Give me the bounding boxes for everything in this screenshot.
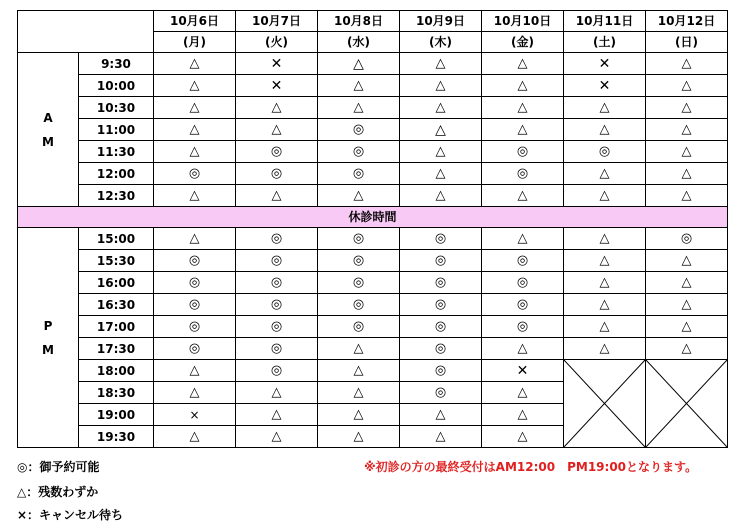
availability-cell[interactable] [154,382,236,404]
availability-mark: ◎ [434,275,447,290]
availability-cell[interactable] [236,250,318,272]
availability-mark: ◎ [516,297,529,312]
availability-cell[interactable] [236,53,318,75]
availability-cell[interactable] [318,228,400,250]
availability-cell[interactable] [400,250,482,272]
availability-cell[interactable] [646,294,728,316]
availability-mark: ◎ [188,341,201,356]
break-time-label: 休診時間 [18,207,728,228]
availability-cell[interactable] [154,53,236,75]
availability-cell[interactable] [482,250,564,272]
availability-mark: △ [353,385,364,400]
availability-mark: △ [681,122,692,137]
availability-mark: ◎ [516,166,529,181]
time-slot-row [18,272,728,294]
column-weekday: (金) [482,32,564,53]
availability-cell[interactable] [318,75,400,97]
availability-mark: ◎ [270,363,283,378]
closed-cross-icon [646,360,727,447]
time-slot-label: 19:30 [79,426,154,448]
time-slot-label: 9:30 [79,53,154,75]
availability-mark: △ [681,188,692,203]
period-letter: P [43,318,53,333]
availability-mark: △ [189,78,200,93]
availability-mark: △ [353,55,364,72]
availability-mark: ◎ [352,253,365,268]
availability-mark: △ [435,188,446,203]
availability-mark: ✕ [598,55,611,72]
availability-cell[interactable] [154,75,236,97]
availability-cell[interactable] [236,382,318,404]
availability-mark: △ [353,429,364,444]
availability-mark: △ [189,363,200,378]
availability-mark: △ [435,78,446,93]
availability-cell[interactable] [154,294,236,316]
time-slot-label: 11:00 [79,119,154,141]
time-slot-row [18,53,728,75]
availability-cell[interactable] [400,316,482,338]
availability-mark: ◎ [434,341,447,356]
time-slot-row [18,294,728,316]
availability-mark: ◎ [516,253,529,268]
availability-mark: ◎ [516,275,529,290]
availability-mark: △ [517,56,528,71]
availability-cell[interactable] [154,185,236,207]
availability-cell[interactable] [482,228,564,250]
availability-mark: △ [435,429,446,444]
availability-cell[interactable] [564,185,646,207]
availability-mark: △ [189,144,200,159]
availability-mark: ◎ [434,231,447,246]
time-slot-row [18,75,728,97]
availability-mark: △ [435,166,446,181]
time-slot-label: 19:00 [79,404,154,426]
availability-cell[interactable] [318,185,400,207]
availability-cell[interactable] [154,250,236,272]
availability-cell[interactable] [564,294,646,316]
availability-cell[interactable] [154,316,236,338]
time-slot-label: 12:00 [79,163,154,185]
availability-cell[interactable] [318,141,400,163]
availability-cell[interactable] [564,163,646,185]
availability-cell[interactable] [482,426,564,448]
availability-mark: △ [599,166,610,181]
availability-cell[interactable] [154,141,236,163]
availability-cell[interactable] [154,426,236,448]
availability-cell[interactable] [236,338,318,360]
availability-mark: ✕ [270,55,283,72]
availability-mark: ◎ [352,144,365,159]
time-slot-row [18,360,728,382]
availability-mark: △ [435,407,446,422]
availability-mark: △ [599,122,610,137]
availability-mark: △ [517,100,528,115]
availability-cell[interactable] [318,250,400,272]
availability-cell[interactable] [400,360,482,382]
availability-mark: ◎ [188,253,201,268]
availability-cell[interactable] [400,97,482,119]
availability-cell[interactable] [564,250,646,272]
availability-cell[interactable] [154,338,236,360]
availability-mark: ◎ [352,319,365,334]
availability-mark: △ [189,122,200,137]
availability-cell[interactable] [318,360,400,382]
time-slot-row [18,163,728,185]
column-weekday: (木) [400,32,482,53]
availability-mark: ◎ [270,231,283,246]
availability-cell[interactable] [236,360,318,382]
availability-cell[interactable] [318,163,400,185]
availability-mark: △ [353,100,364,115]
availability-mark: ◎ [434,363,447,378]
availability-cell[interactable] [482,53,564,75]
availability-mark: △ [189,385,200,400]
period-letter: M [42,134,54,149]
availability-cell[interactable] [318,97,400,119]
availability-mark: △ [681,319,692,334]
header-date-row [18,11,728,32]
availability-cell[interactable] [236,119,318,141]
availability-cell[interactable] [154,163,236,185]
availability-mark: ◎ [352,122,365,137]
time-slot-label: 17:00 [79,316,154,338]
time-slot-row [18,338,728,360]
time-slot-row [18,316,728,338]
time-slot-row [18,228,728,250]
legend-waitlist: ×：キャンセル待ち [17,508,124,522]
availability-mark: ◎ [598,144,611,159]
availability-cell[interactable] [646,316,728,338]
availability-mark: △ [271,122,282,137]
period-letter: A [43,110,53,125]
availability-mark: △ [353,188,364,203]
availability-mark: ◎ [516,144,529,159]
availability-cell[interactable] [236,163,318,185]
time-slot-row [18,141,728,163]
availability-cell[interactable] [564,228,646,250]
availability-mark: △ [599,297,610,312]
column-date: 10月8日 [318,11,400,32]
availability-cell[interactable] [236,228,318,250]
availability-mark: △ [189,231,200,246]
availability-mark: ◎ [352,275,365,290]
availability-mark: ◎ [352,297,365,312]
column-weekday: (土) [564,32,646,53]
availability-cell[interactable] [400,338,482,360]
availability-mark: ◎ [434,253,447,268]
availability-cell[interactable] [482,75,564,97]
availability-mark: △ [517,231,528,246]
availability-mark: △ [435,100,446,115]
availability-cell[interactable] [482,97,564,119]
availability-mark: △ [681,341,692,356]
availability-cell[interactable] [318,119,400,141]
availability-mark: △ [189,188,200,203]
availability-cell[interactable] [482,360,564,382]
first-visit-note: ※初診の方の最終受付はAM12:00 PM19:00となります。 [364,460,698,474]
availability-mark: △ [681,166,692,181]
availability-cell[interactable] [400,382,482,404]
availability-cell[interactable] [646,250,728,272]
availability-mark: △ [189,100,200,115]
column-date: 10月9日 [400,11,482,32]
availability-cell[interactable] [564,119,646,141]
availability-mark: △ [517,188,528,203]
availability-mark: ◎ [270,297,283,312]
availability-cell[interactable] [154,228,236,250]
availability-mark: △ [435,144,446,159]
am-period-label [18,53,79,207]
availability-cell[interactable] [646,228,728,250]
time-slot-label: 16:30 [79,294,154,316]
time-slot-label: 10:00 [79,75,154,97]
availability-cell[interactable] [236,294,318,316]
closed-cell [646,360,728,448]
availability-mark: △ [681,297,692,312]
availability-mark: ◎ [188,297,201,312]
availability-cell[interactable] [318,404,400,426]
availability-cell[interactable] [646,141,728,163]
availability-cell[interactable] [318,294,400,316]
period-letter: M [42,342,54,357]
availability-cell[interactable] [646,75,728,97]
availability-mark: × [189,407,200,422]
availability-mark: △ [681,275,692,290]
availability-cell[interactable] [318,53,400,75]
availability-cell[interactable] [564,272,646,294]
time-slot-label: 18:30 [79,382,154,404]
availability-cell[interactable] [400,53,482,75]
availability-cell[interactable] [318,316,400,338]
availability-cell[interactable] [482,185,564,207]
column-date: 10月11日 [564,11,646,32]
availability-mark: △ [271,188,282,203]
availability-cell[interactable] [400,404,482,426]
availability-cell[interactable] [400,75,482,97]
availability-cell[interactable] [400,294,482,316]
availability-mark: ◎ [352,166,365,181]
availability-cell[interactable] [400,272,482,294]
availability-cell[interactable] [564,316,646,338]
availability-mark: ◎ [270,319,283,334]
availability-cell[interactable] [236,75,318,97]
availability-mark: △ [599,100,610,115]
availability-mark: △ [681,144,692,159]
availability-cell[interactable] [646,97,728,119]
availability-cell[interactable] [318,382,400,404]
availability-mark: △ [271,407,282,422]
time-slot-label: 18:00 [79,360,154,382]
availability-mark: △ [681,253,692,268]
availability-cell[interactable] [482,141,564,163]
availability-mark: △ [353,407,364,422]
availability-cell[interactable] [482,338,564,360]
legend-few-left: △：残数わずか [17,485,99,499]
availability-mark: ◎ [188,319,201,334]
time-slot-row [18,185,728,207]
availability-mark: ◎ [188,275,201,290]
availability-mark: ◎ [270,166,283,181]
availability-cell[interactable] [646,338,728,360]
availability-mark: △ [517,429,528,444]
availability-mark: △ [189,56,200,71]
availability-mark: △ [271,385,282,400]
break-row [18,207,728,228]
availability-mark: △ [681,100,692,115]
time-slot-label: 10:30 [79,97,154,119]
availability-cell[interactable] [482,163,564,185]
availability-mark: ◎ [270,253,283,268]
availability-cell[interactable] [646,272,728,294]
availability-mark: △ [435,121,446,138]
column-weekday: (日) [646,32,728,53]
availability-cell[interactable] [564,338,646,360]
availability-cell[interactable] [400,119,482,141]
availability-cell[interactable] [482,404,564,426]
time-slot-label: 15:00 [79,228,154,250]
availability-mark: △ [599,341,610,356]
availability-mark: △ [435,56,446,71]
availability-cell[interactable] [236,97,318,119]
time-slot-row [18,250,728,272]
availability-cell[interactable] [482,119,564,141]
availability-mark: △ [517,407,528,422]
availability-cell[interactable] [236,141,318,163]
availability-cell[interactable] [318,272,400,294]
availability-mark: ◎ [270,144,283,159]
availability-mark: △ [599,319,610,334]
availability-mark: △ [599,231,610,246]
availability-mark: △ [681,56,692,71]
availability-mark: △ [599,253,610,268]
availability-mark: ◎ [352,231,365,246]
header-corner [18,11,154,53]
availability-cell[interactable] [400,228,482,250]
availability-cell[interactable] [564,75,646,97]
availability-mark: △ [353,363,364,378]
availability-mark: ◎ [434,319,447,334]
availability-mark: ✕ [516,362,529,379]
availability-mark: △ [353,78,364,93]
time-slot-label: 12:30 [79,185,154,207]
availability-cell[interactable] [154,404,236,426]
availability-cell[interactable] [646,53,728,75]
availability-mark: △ [599,188,610,203]
availability-cell[interactable] [400,426,482,448]
availability-mark: △ [599,275,610,290]
availability-mark: △ [353,341,364,356]
availability-cell[interactable] [318,338,400,360]
availability-mark: ◎ [680,231,693,246]
availability-cell[interactable] [236,272,318,294]
availability-cell[interactable] [154,97,236,119]
column-weekday: (水) [318,32,400,53]
legend-available: ◎：御予約可能 [17,460,100,474]
availability-mark: △ [517,341,528,356]
time-slot-label: 17:30 [79,338,154,360]
availability-cell[interactable] [646,185,728,207]
column-date: 10月10日 [482,11,564,32]
availability-cell[interactable] [236,404,318,426]
availability-cell[interactable] [318,426,400,448]
availability-mark: ◎ [270,275,283,290]
availability-mark: △ [189,429,200,444]
time-slot-label: 15:30 [79,250,154,272]
availability-mark: ◎ [270,341,283,356]
availability-mark: ◎ [516,319,529,334]
availability-mark: ✕ [598,77,611,94]
availability-cell[interactable] [564,97,646,119]
availability-cell[interactable] [154,360,236,382]
availability-mark: ◎ [434,385,447,400]
availability-cell[interactable] [482,382,564,404]
closed-cross-icon [564,360,645,447]
time-slot-row [18,119,728,141]
availability-mark: ◎ [188,166,201,181]
availability-cell[interactable] [564,141,646,163]
pm-period-label [18,228,79,448]
availability-mark: △ [517,122,528,137]
availability-cell[interactable] [646,119,728,141]
availability-mark: △ [681,78,692,93]
availability-cell[interactable] [646,163,728,185]
availability-cell[interactable] [564,53,646,75]
time-slot-label: 11:30 [79,141,154,163]
availability-cell[interactable] [154,272,236,294]
column-date: 10月6日 [154,11,236,32]
column-weekday: (月) [154,32,236,53]
availability-cell[interactable] [400,163,482,185]
column-date: 10月7日 [236,11,318,32]
availability-cell[interactable] [236,185,318,207]
availability-cell[interactable] [400,141,482,163]
availability-cell[interactable] [236,426,318,448]
column-date: 10月12日 [646,11,728,32]
column-weekday: (火) [236,32,318,53]
availability-mark: △ [517,78,528,93]
availability-mark: △ [517,385,528,400]
availability-cell[interactable] [154,119,236,141]
availability-mark: △ [271,429,282,444]
availability-cell[interactable] [400,185,482,207]
availability-mark: ◎ [434,297,447,312]
appointment-schedule-table [17,10,728,448]
availability-cell[interactable] [482,316,564,338]
availability-cell[interactable] [482,272,564,294]
time-slot-row [18,97,728,119]
availability-mark: △ [271,100,282,115]
closed-cell [564,360,646,448]
availability-cell[interactable] [236,316,318,338]
time-slot-label: 16:00 [79,272,154,294]
availability-cell[interactable] [482,294,564,316]
availability-mark: ✕ [270,77,283,94]
